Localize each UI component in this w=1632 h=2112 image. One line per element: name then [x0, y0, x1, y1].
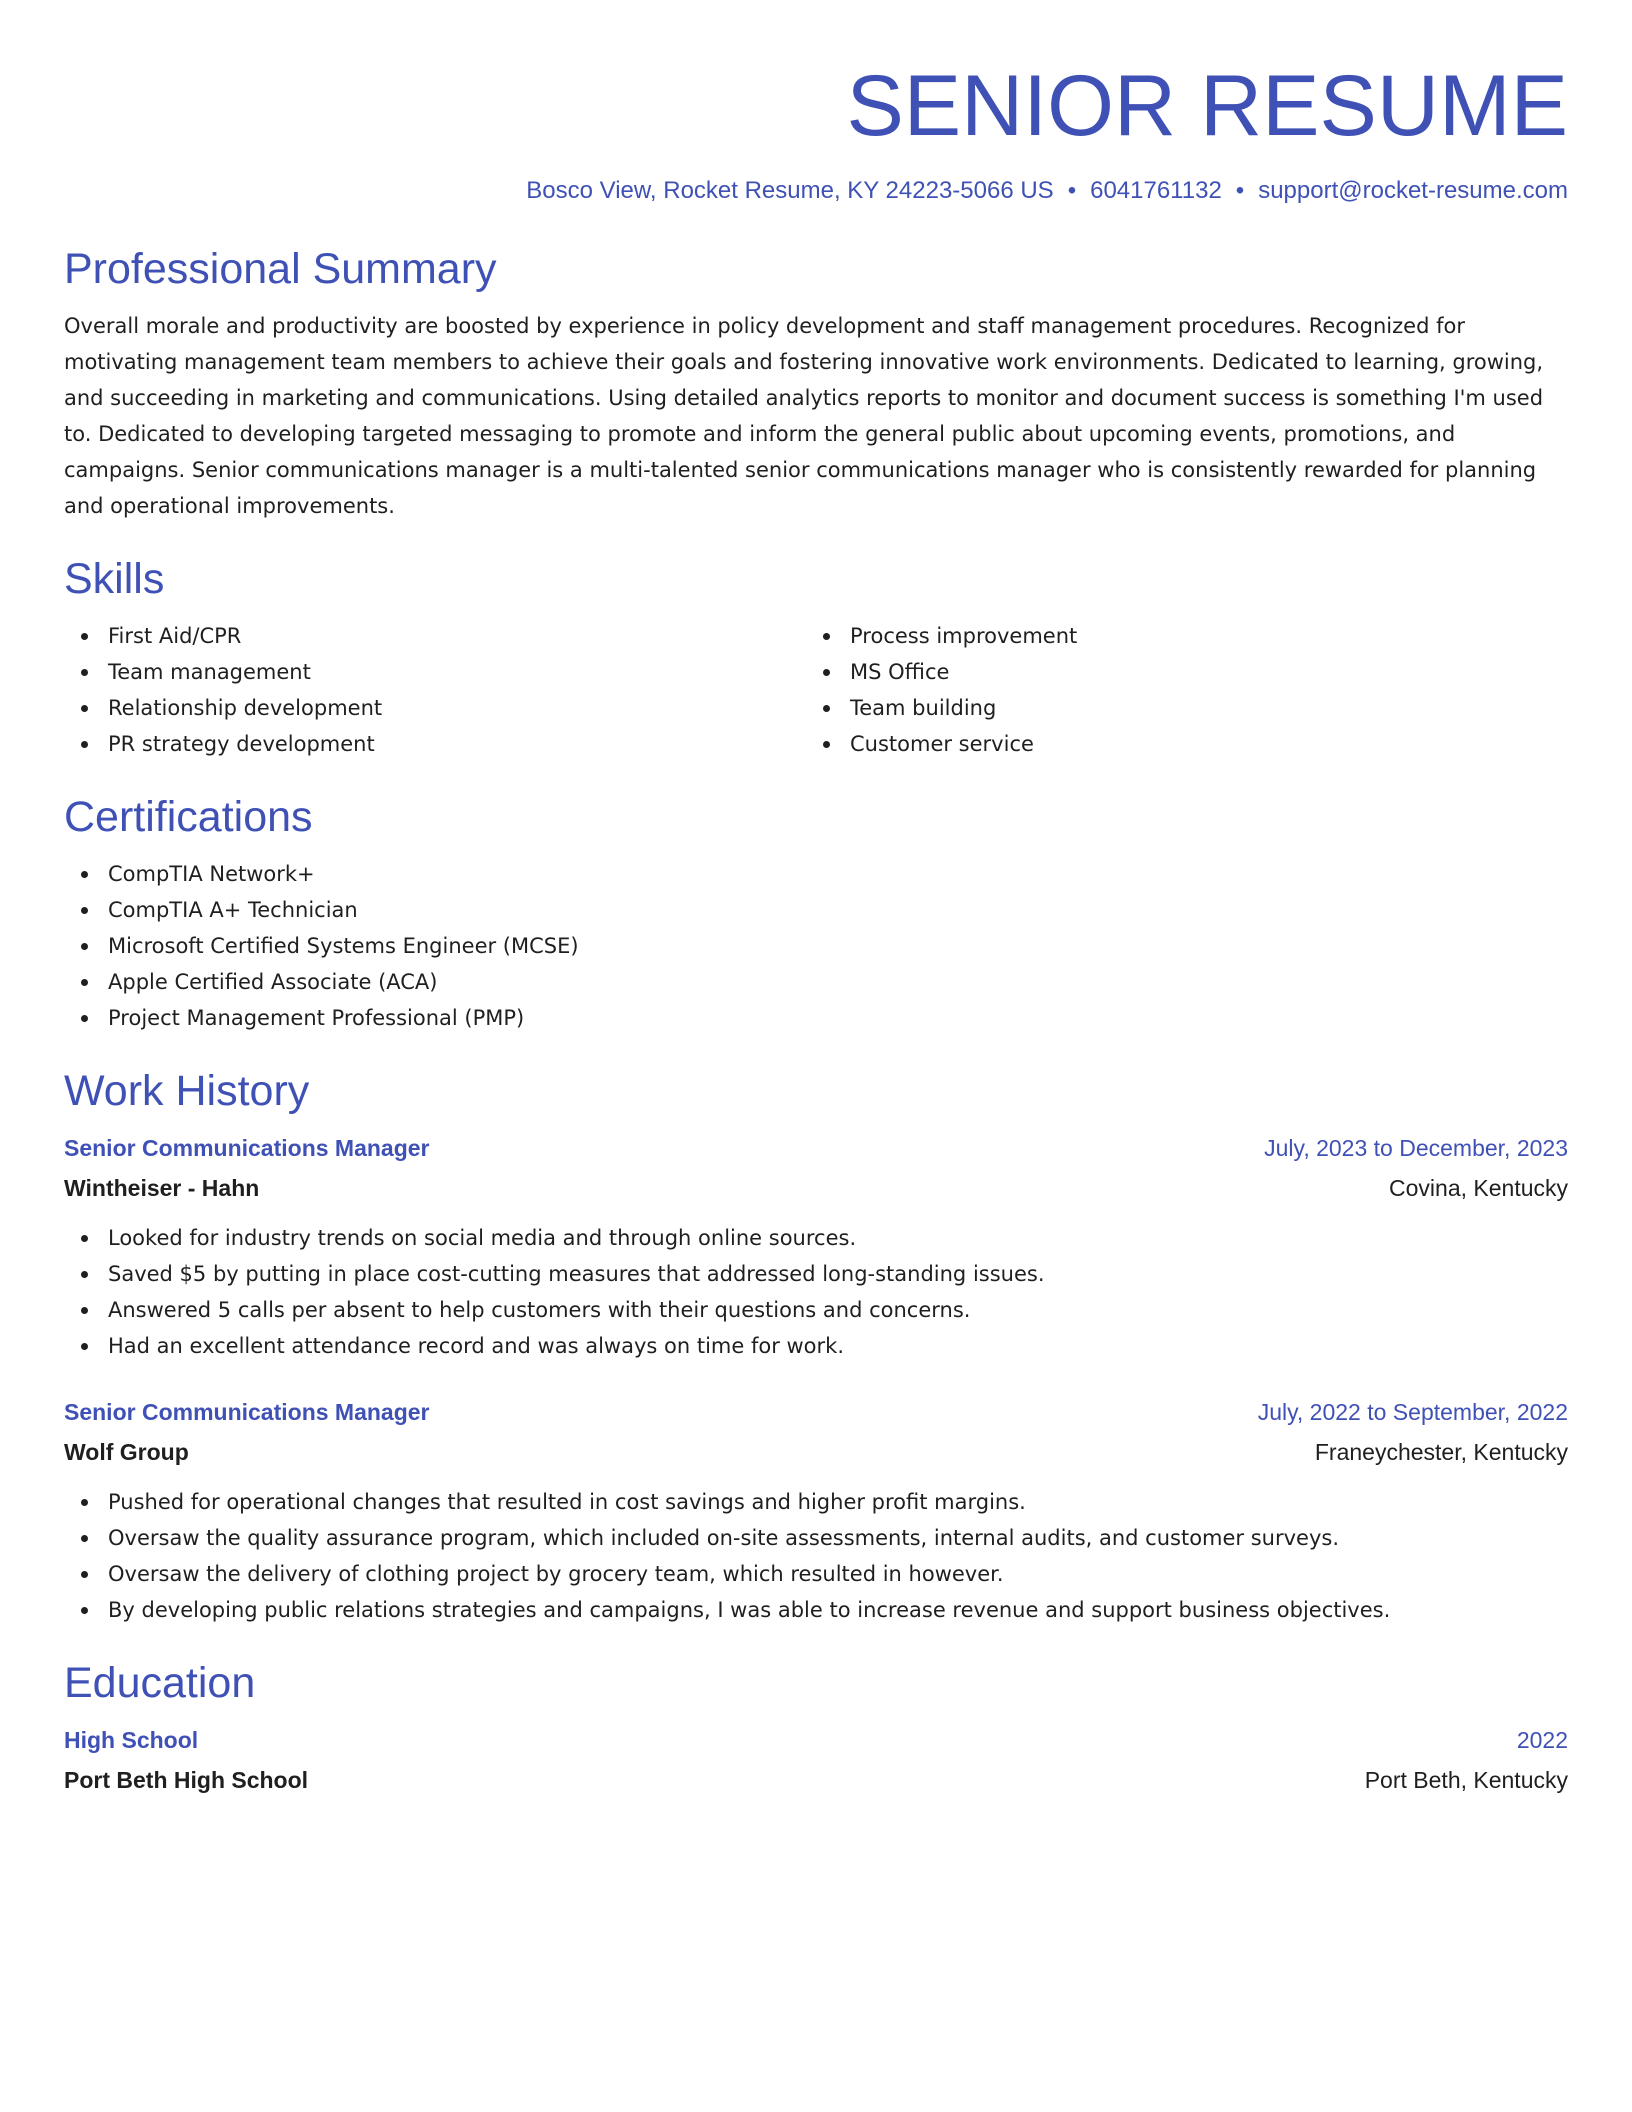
resume-page — [64, 0, 1568, 1798]
job-subheader — [64, 1170, 1568, 1206]
education-subheader — [64, 1762, 1568, 1798]
job-header — [64, 1394, 1568, 1430]
summary-text: Overall morale and productivity are boosted by experience in policy development and staff management procedures. Recognized for motivating management team members to achieve their goals and fostering innovative work environments. Dedicated to learning, growing, and succeeding in marketing and communications. Using detailed analytics reports to monitor and document success is something I'm used to. Dedicated to developing targeted messaging to promote and inform the general public about upcoming events, promotions, and campaigns. Senior communications manager is a multi-talented senior communications manager who is consistently rewarded for planning and operational improvements. — [64, 314, 1544, 518]
education-school: Port Beth High School — [64, 1767, 309, 1793]
summary-heading: Professional Summary — [64, 245, 497, 293]
job-dates: July, 2022 to September, 2022 — [1257, 1399, 1568, 1425]
job-bullet: Had an excellent attendance record and was always on time for work. — [64, 1328, 1568, 1364]
skill-item: Team management — [64, 654, 806, 690]
education-degree: High School — [64, 1727, 199, 1753]
job-location: Franeychester, Kentucky — [1314, 1439, 1568, 1465]
job-bullets — [64, 1484, 1568, 1628]
education-heading: Education — [64, 1659, 256, 1707]
job-bullet: Pushed for operational changes that resulted in cost savings and higher profit margins. — [64, 1484, 1568, 1520]
job-dates: July, 2023 to December, 2023 — [1264, 1135, 1568, 1161]
contact-phone: 6041761132 — [1090, 177, 1222, 204]
skill-item: Process improvement — [806, 618, 1548, 654]
skill-item: Team building — [806, 690, 1548, 726]
certifications-section — [64, 792, 1568, 1036]
skills-section — [64, 554, 1568, 762]
skill-item: First Aid/CPR — [64, 618, 806, 654]
work-history-section — [64, 1066, 1568, 1628]
certification-item: CompTIA A+ Technician — [64, 892, 1568, 928]
job-bullet: Answered 5 calls per absent to help customers with their questions and concerns. — [64, 1292, 1568, 1328]
skills-list-left — [64, 618, 806, 762]
job-entry — [64, 1130, 1568, 1364]
contact-email[interactable]: support@rocket-resume.com — [1258, 177, 1568, 204]
education-location: Port Beth, Kentucky — [1364, 1767, 1568, 1793]
skill-item: PR strategy development — [64, 726, 806, 762]
education-entry — [64, 1722, 1568, 1798]
skills-grid — [64, 618, 1568, 762]
education-section — [64, 1658, 1568, 1798]
certification-item: CompTIA Network+ — [64, 856, 1568, 892]
skill-item: MS Office — [806, 654, 1548, 690]
job-bullet: Saved $5 by putting in place cost-cutting measures that addressed long-standing issues. — [64, 1256, 1568, 1292]
job-location: Covina, Kentucky — [1389, 1175, 1568, 1201]
job-header — [64, 1130, 1568, 1166]
skills-heading: Skills — [64, 555, 165, 603]
job-bullets — [64, 1220, 1568, 1364]
skills-list-right — [806, 618, 1548, 762]
job-bullet: By developing public relations strategies and campaigns, I was able to increase revenue and support business objectives. — [64, 1592, 1568, 1628]
job-bullet: Looked for industry trends on social media and through online sources. — [64, 1220, 1568, 1256]
job-employer: Wolf Group — [64, 1439, 189, 1465]
skill-item: Customer service — [806, 726, 1548, 762]
contact-separator: • — [1067, 177, 1077, 204]
skill-item: Relationship development — [64, 690, 806, 726]
certification-item: Project Management Professional (PMP) — [64, 1000, 1568, 1036]
job-entry — [64, 1394, 1568, 1628]
certifications-heading: Certifications — [64, 793, 313, 841]
certifications-list — [64, 856, 1568, 1036]
summary-section — [64, 244, 1568, 524]
certification-item: Apple Certified Associate (ACA) — [64, 964, 1568, 1000]
contact-address: Bosco View, Rocket Resume, KY 24223-5066 US — [526, 177, 1054, 204]
job-title: Senior Communications Manager — [64, 1399, 430, 1425]
resume-name: SENIOR RESUME — [846, 58, 1568, 154]
job-employer: Wintheiser - Hahn — [64, 1175, 260, 1201]
job-bullet: Oversaw the quality assurance program, which included on-site assessments, internal audits, and customer surveys. — [64, 1520, 1568, 1556]
job-subheader — [64, 1434, 1568, 1470]
education-header — [64, 1722, 1568, 1758]
job-title: Senior Communications Manager — [64, 1135, 430, 1161]
certification-item: Microsoft Certified Systems Engineer (MCSE) — [64, 928, 1568, 964]
work-history-heading: Work History — [64, 1067, 310, 1115]
job-bullet: Oversaw the delivery of clothing project by grocery team, which resulted in however. — [64, 1556, 1568, 1592]
contact-separator: • — [1235, 177, 1245, 204]
education-year: 2022 — [1516, 1727, 1568, 1753]
contact-line — [64, 176, 1568, 206]
